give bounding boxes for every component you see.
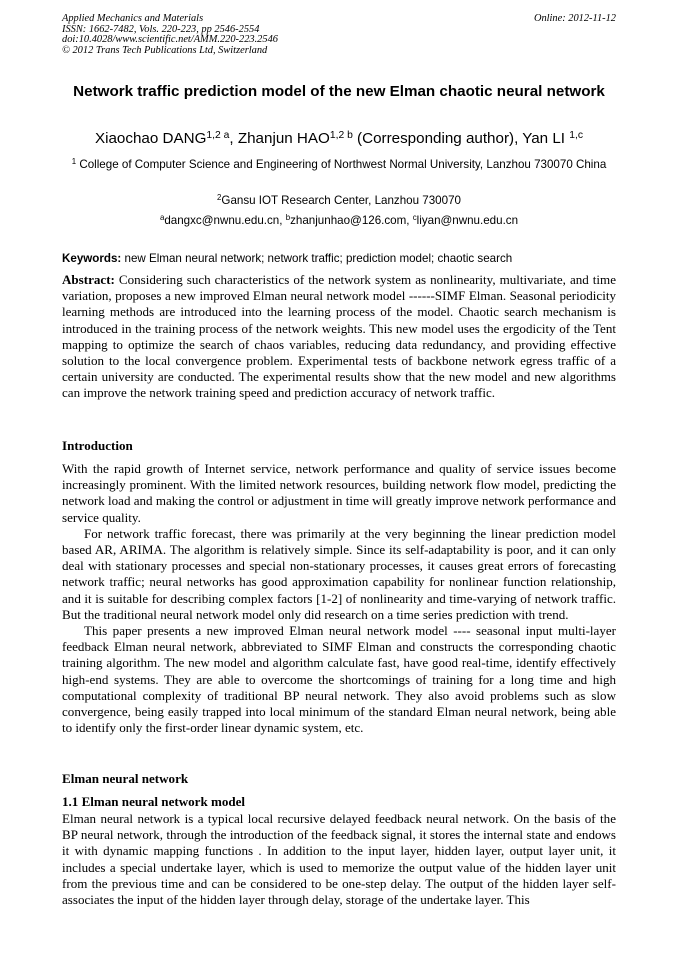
- journal-name: Applied Mechanics and Materials: [62, 13, 204, 24]
- paragraph: For network traffic forecast, there was primarily at the very beginning the linear prediction model based AR, ARIMA. The algorithm is relatively simple. Since its self-adaptability is poor, and it can only deal with stationary processes and special non-stationary processes, it causes great errors of forecasting network traffic; neural networks has good approximation capability for nonlinear function relationship, and it is suitable for describing complex factors [1-2] of nonlinearity and time-varying of network traffic. But the traditional neural network model only did research on a time series prediction with trend.: [62, 525, 616, 622]
- affiliation-1: [62, 157, 616, 173]
- article-doi: doi:10.4028/www.scientific.net/AMM.220-223.2546: [62, 34, 278, 46]
- affiliation-mark: 1: [71, 157, 77, 167]
- keywords-label: Keywords:: [62, 252, 122, 265]
- author-name: Xiaochao DANG: [94, 130, 207, 147]
- abstract-label: Abstract:: [62, 272, 115, 287]
- section-heading: Elman neural network: [62, 771, 189, 786]
- email-mark: a: [159, 213, 165, 223]
- paragraph: This paper presents a new improved Elman neural network model ---- seasonal input multi-layer feedback Elman neural network, abbreviated to SIMF Elman and constructs the corresponding chaotic training algorithm. The new model and algorithm calculate fast, have good real-time, identify effectively high-end systems. They are able to overcome the shortcomings of training for a long time and high computational complexity of traditional BP neural network. They also avoid problems such as slow convergence, being easily trapped into local minimum of the standard Elman neural network, being able to identify only the first-order linear dynamic system, etc.: [62, 623, 616, 736]
- affiliation-text: Gansu IOT Research Center, Lanzhou 730070: [221, 194, 461, 207]
- affiliation-text: College of Computer Science and Engineering of Northwest Normal University, Lanzhou 730070 China: [79, 158, 607, 171]
- paragraph: With the rapid growth of Internet service, network performance and quality of service issues become increasingly prominent. With the limited network resources, building network flow model, predicting the network load and making the control or adjustment in time will greatly improve network performance and service quality.: [62, 461, 616, 525]
- introduction-body: [62, 461, 616, 736]
- author-affiliation-mark: 1,2 a: [206, 130, 230, 142]
- abstract: [62, 272, 616, 402]
- author-affiliation-mark: 1,c: [569, 130, 584, 142]
- email-address: zhanjunhao@126.com,: [290, 214, 413, 227]
- keywords-text: new Elman neural network; network traffic; prediction model; chaotic search: [121, 252, 513, 265]
- journal-issn: ISSN: 1662-7482, Vols. 220-223, pp 2546-2554: [62, 23, 260, 35]
- keywords: [62, 251, 616, 266]
- paper-title: Network traffic prediction model of the new Elman chaotic neural network: [73, 83, 605, 100]
- author-separator: (Corresponding author),: [352, 130, 523, 147]
- abstract-text: Considering such characteristics of the network system as nonlinearity, multivariate, and time variation, proposes a new improved Elman neural network model ------SIMF Elman. Seasonal periodicity learning methods are introduced into the learning process of the model. Chaotic search mechanism is introduced in the training process of the network weights. This new model uses the ergodicity of the Tent mapping to optimize the search of chaos variables, reducing data redundancy, and providing effective solution to the local convergence problem. Experimental tests of backbone network egress traffic of a certain university are conducted. The experimental results show that the new model and new algorithms can improve the network training speed and prediction accuracy of network traffic.: [62, 272, 616, 401]
- paragraph: Elman neural network is a typical local recursive delayed feedback neural network. On the basis of the BP neural network, through the introduction of the feedback signal, it stores the internal state and endows it with dynamic mapping functions . In addition to the input layer, hidden layer, output layer unit, it includes a special undertake layer, which is used to memorize the output value of the hidden layer unit from the previous time and can be considered to be one-step delay. The output of the hidden layer self-associates the input of the hidden layer through delay, storage of the undertake layer. This: [62, 811, 616, 908]
- email-address: liyan@nwnu.edu.cn: [416, 214, 519, 227]
- email-address: dangxc@nwnu.edu.cn,: [164, 214, 286, 227]
- author-separator: ,: [229, 130, 238, 147]
- copyright-line: © 2012 Trans Tech Publications Ltd, Switzerland: [62, 44, 268, 56]
- journal-header: [62, 14, 616, 56]
- author-name: Zhanjun HAO: [237, 130, 330, 147]
- author-emails: [62, 213, 616, 229]
- email-mark: c: [412, 213, 417, 223]
- affiliation-2: [62, 193, 616, 209]
- affiliation-mark: 2: [217, 193, 222, 203]
- introduction-heading: Introduction: [62, 438, 133, 453]
- author-name: Yan LI: [522, 130, 570, 147]
- author-line: [62, 130, 616, 148]
- subsection-heading: 1.1 Elman neural network model: [62, 794, 246, 809]
- elman-model-body: [62, 811, 616, 908]
- email-mark: b: [285, 213, 291, 223]
- author-affiliation-mark: 1,2 b: [329, 130, 353, 142]
- online-date: Online: 2012-11-12: [533, 13, 616, 24]
